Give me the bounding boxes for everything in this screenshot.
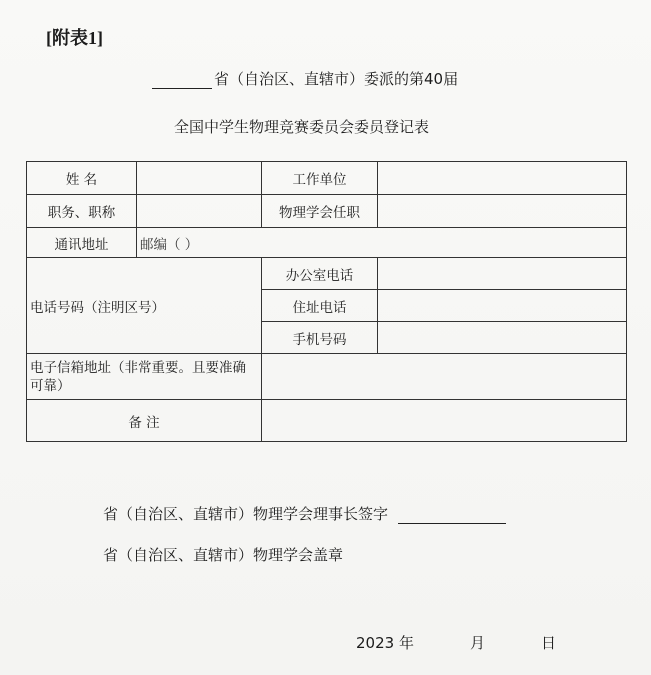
attachment-label: [附表1]	[46, 28, 103, 48]
email-field[interactable]	[262, 354, 627, 400]
remarks-label: 备 注	[27, 400, 262, 442]
address-label: 通讯地址	[27, 228, 137, 258]
date-line	[356, 632, 556, 653]
signature-line	[103, 503, 506, 524]
office-phone-field[interactable]	[378, 258, 627, 290]
name-field[interactable]	[137, 162, 262, 195]
address-field[interactable]	[137, 228, 627, 258]
mobile-field[interactable]	[378, 322, 627, 354]
province-blank[interactable]	[152, 72, 212, 89]
seal-line: 省（自治区、直辖市）物理学会盖章	[103, 546, 344, 564]
home-phone-label: 住址电话	[262, 290, 378, 322]
work-unit-field[interactable]	[378, 162, 627, 195]
postcode-label: 邮编（ ）	[140, 236, 199, 253]
home-phone-field[interactable]	[378, 290, 627, 322]
mobile-label: 手机号码	[262, 322, 378, 354]
date-month: 月	[469, 634, 485, 652]
work-unit-label: 工作单位	[262, 162, 378, 195]
society-position-label: 物理学会任职	[262, 195, 378, 228]
phone-label: 电话号码（注明区号）	[27, 258, 262, 354]
title-line-2: 全国中学生物理竞赛委员会委员登记表	[174, 118, 430, 136]
office-phone-label: 办公室电话	[262, 258, 378, 290]
date-day: 日	[540, 634, 556, 652]
registration-table	[26, 161, 627, 442]
title-line-1-text: 省（自治区、直辖市）委派的第40届	[214, 70, 459, 88]
society-position-field[interactable]	[378, 195, 627, 228]
date-year: 2023 年	[356, 634, 414, 652]
signature-text: 省（自治区、直辖市）物理学会理事长签字	[103, 505, 389, 523]
email-label: 电子信箱地址（非常重要。且要准确可靠）	[27, 354, 262, 400]
signature-blank[interactable]	[398, 507, 506, 524]
position-title-field[interactable]	[137, 195, 262, 228]
position-title-label: 职务、职称	[27, 195, 137, 228]
remarks-field[interactable]	[262, 400, 627, 442]
name-label: 姓 名	[27, 162, 137, 195]
title-line-1	[152, 68, 458, 89]
